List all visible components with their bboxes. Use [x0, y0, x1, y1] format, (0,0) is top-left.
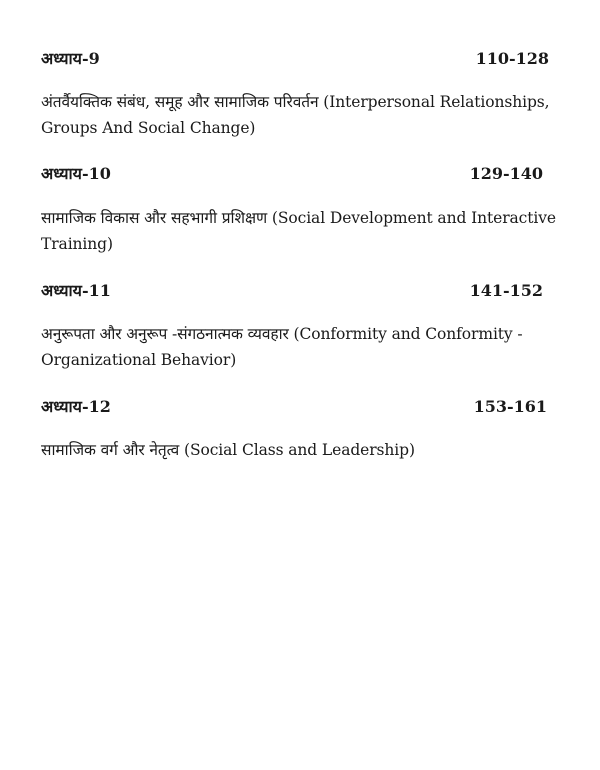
chapter-title: अनुरूपता और अनुरूप -संगठनात्मक व्यवहार (Conformity and Conformity - Organizational Behavior): [41, 325, 523, 369]
chapter-page-range: 110-128: [475, 49, 549, 68]
chapter-page-range: 153-161: [473, 397, 547, 416]
chapter-heading-row: [41, 48, 553, 70]
toc-entry-chapter-12: [41, 396, 553, 459]
chapter-title: सामाजिक वर्ग और नेतृत्व (Social Class and Leadership): [41, 441, 415, 459]
chapter-heading-row: [41, 396, 553, 418]
chapter-label: अध्याय-12: [41, 397, 111, 416]
chapter-title: अंतर्वैयक्तिक संबंध, समूह और सामाजिक परिवर्तन (Interpersonal Relationships, Groups And Social Change): [41, 93, 550, 137]
chapter-label: अध्याय-9: [41, 49, 100, 68]
chapter-label: अध्याय-11: [41, 281, 111, 300]
chapter-page-range: 141-152: [469, 281, 543, 300]
chapter-label: अध्याय-10: [41, 164, 111, 183]
chapter-page-range: 129-140: [469, 164, 543, 183]
chapter-title: सामाजिक विकास और सहभागी प्रशिक्षण (Social Development and Interactive Training): [41, 209, 556, 253]
chapter-heading-row: [41, 280, 553, 302]
toc-entry-chapter-9: [41, 48, 553, 137]
toc-entry-chapter-11: [41, 280, 553, 369]
toc-entry-chapter-10: [41, 163, 556, 253]
chapter-heading-row: [41, 163, 553, 185]
